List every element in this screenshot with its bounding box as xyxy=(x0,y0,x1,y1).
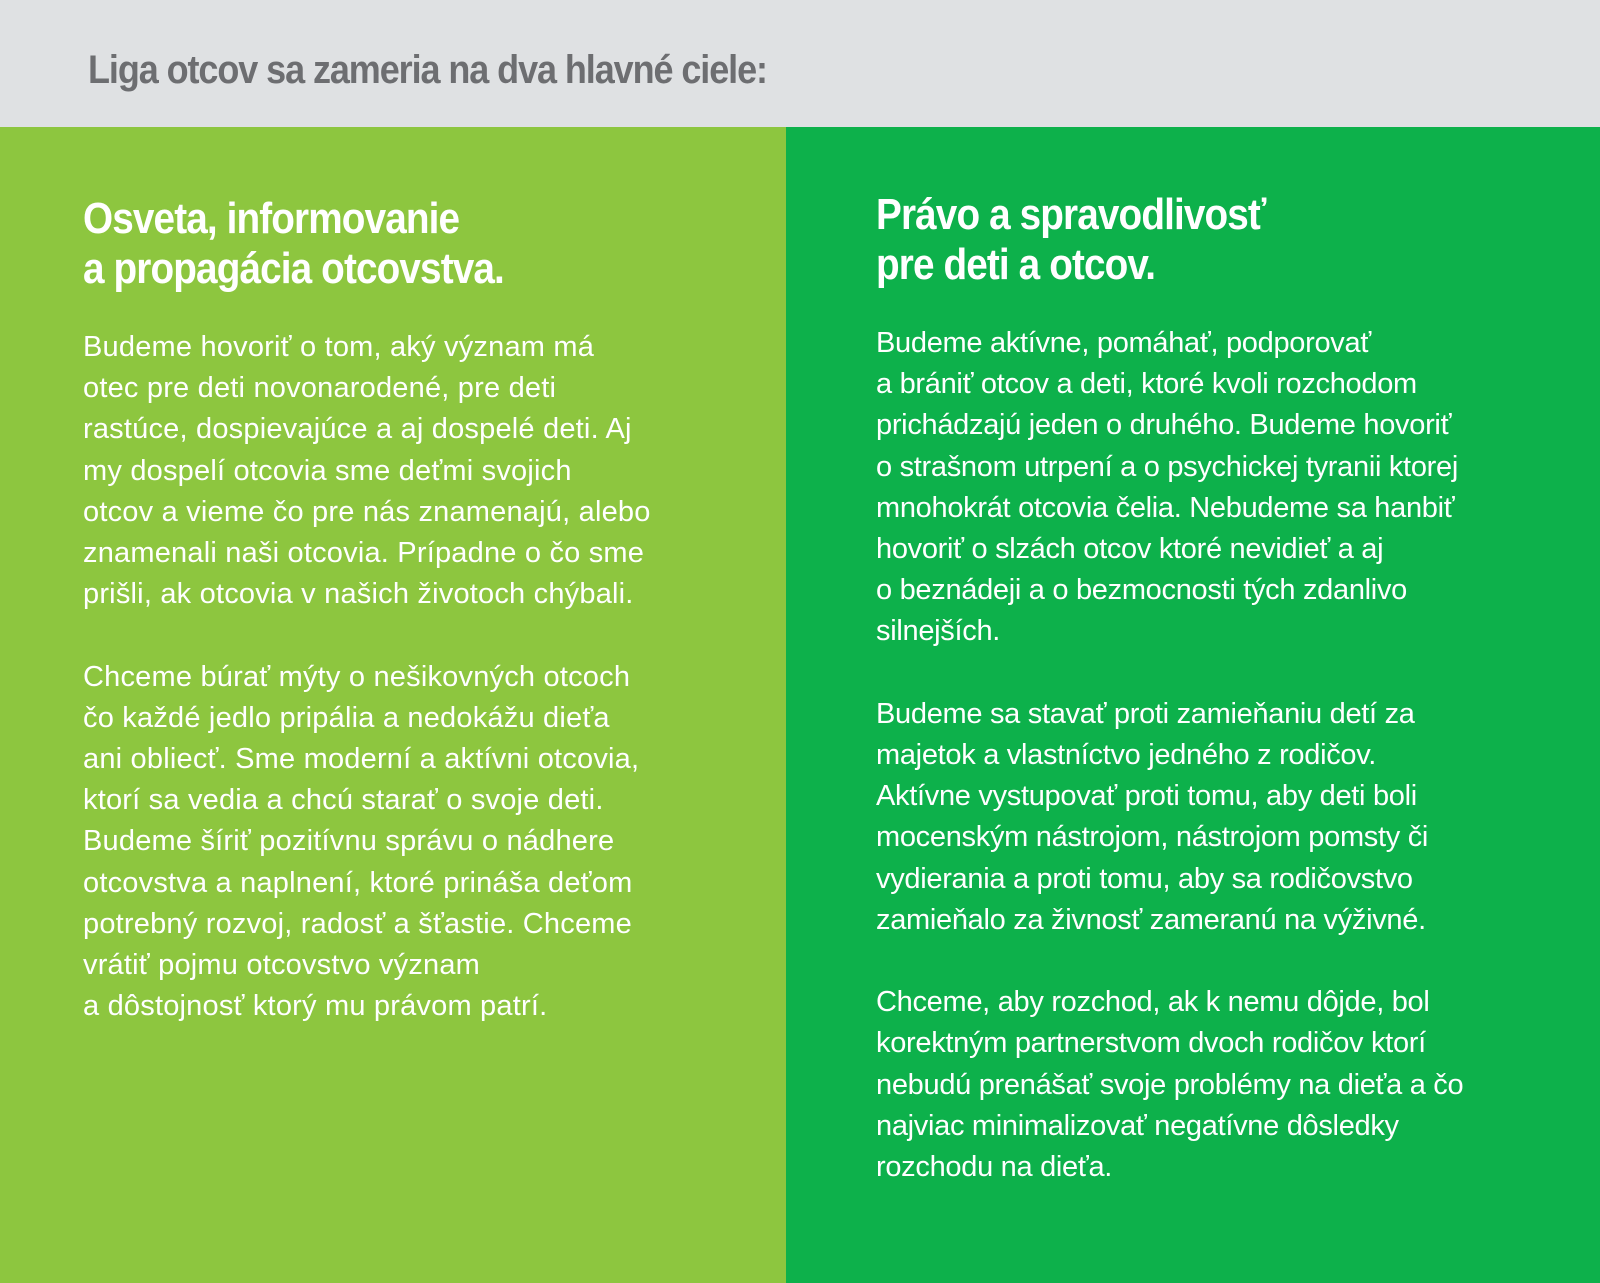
paragraph xyxy=(876,694,1463,941)
text-line: ani obliecť. Sme moderní a aktívni otcovia, xyxy=(83,743,640,776)
text-line: Aktívne vystupovať proti tomu, aby deti boli xyxy=(876,780,1417,813)
text-line: vydierania a proti tomu, aby sa rodičovstvo xyxy=(876,862,1413,895)
text-line: ktorí sa vedia a chcú starať o svoje deti. xyxy=(83,784,604,817)
text-line: mnohokrát otcovia čelia. Nebudeme sa hanbiť xyxy=(876,491,1455,524)
right-column-heading xyxy=(876,190,1266,290)
text-line: vrátiť pojmu otcovstvo význam xyxy=(83,949,481,982)
text-line: najviac minimalizovať negatívne dôsledky xyxy=(876,1109,1399,1142)
text-line: otcov a vieme čo pre nás znamenajú, alebo xyxy=(83,495,651,528)
left-column-heading xyxy=(83,194,504,294)
text-line: Chceme, aby rozchod, ak k nemu dôjde, bol xyxy=(876,986,1430,1019)
text-line: a dôstojnosť ktorý mu právom patrí. xyxy=(83,990,548,1023)
text-line: o beznádeji a o bezmocnosti tých zdanlivo xyxy=(876,574,1407,607)
text-line: a brániť otcov a deti, ktoré kvoli rozchodom xyxy=(876,368,1417,401)
text-line: potrebný rozvoj, radosť a šťastie. Chceme xyxy=(83,907,632,940)
text-line: rastúce, dospievajúce a aj dospelé deti. Aj xyxy=(83,413,632,446)
text-line: hovoriť o slzách otcov ktoré nevidieť a aj xyxy=(876,533,1384,566)
text-line: Budeme hovoriť o tom, aký význam má xyxy=(83,331,595,363)
text-line: otcovstva a naplnení, ktoré prináša deťom xyxy=(83,866,633,899)
paragraph xyxy=(876,982,1463,1188)
text-line: rozchodu na dieťa. xyxy=(876,1151,1113,1184)
text-line: nebudú prenášať svoje problémy na dieťa a čo xyxy=(876,1068,1464,1101)
text-line: o strašnom utrpení a o psychickej tyranii ktorej xyxy=(876,450,1458,483)
paragraph xyxy=(83,327,651,615)
header-band xyxy=(0,0,1600,127)
text-line: čo každé jedlo pripália a nedokážu dieťa xyxy=(83,701,610,734)
left-column xyxy=(0,127,786,1283)
paragraph xyxy=(83,657,651,1028)
page-title: Liga otcov sa zameria na dva hlavné ciele: xyxy=(88,48,767,92)
right-column xyxy=(786,127,1600,1283)
text-line: prišli, ak otcovia v našich životoch chýbali. xyxy=(83,578,634,611)
text-line: Budeme sa stavať proti zamieňaniu detí za xyxy=(876,697,1415,730)
text-line: znamenali naši otcovia. Prípadne o čo sme xyxy=(83,537,645,570)
heading-line: Právo a spravodlivosť xyxy=(876,190,1266,239)
text-line: mocenským nástrojom, nástrojom pomsty či xyxy=(876,821,1429,854)
text-line: otec pre deti novonarodené, pre deti xyxy=(83,372,557,405)
text-line: my dospelí otcovia sme deťmi svojich xyxy=(83,454,572,487)
text-line: zamieňalo za živnosť zameranú na výživné. xyxy=(876,903,1426,936)
text-line: silnejších. xyxy=(876,615,1001,648)
text-line: Chceme búrať mýty o nešikovných otcoch xyxy=(83,660,631,693)
heading-line: pre deti a otcov. xyxy=(876,240,1156,289)
paragraph xyxy=(876,323,1463,653)
text-line: prichádzajú jeden o druhého. Budeme hovoriť xyxy=(876,409,1452,442)
text-line: Budeme aktívne, pomáhať, podporovať xyxy=(876,327,1371,359)
heading-line: Osveta, informovanie xyxy=(83,194,460,243)
text-line: majetok a vlastníctvo jedného z rodičov. xyxy=(876,739,1377,772)
text-line: korektným partnerstvom dvoch rodičov ktorí xyxy=(876,1027,1426,1060)
text-line: Budeme šíriť pozitívnu správu o nádhere xyxy=(83,825,615,858)
left-column-body xyxy=(83,327,651,1069)
heading-line: a propagácia otcovstva. xyxy=(83,244,504,293)
right-column-body xyxy=(876,323,1463,1229)
